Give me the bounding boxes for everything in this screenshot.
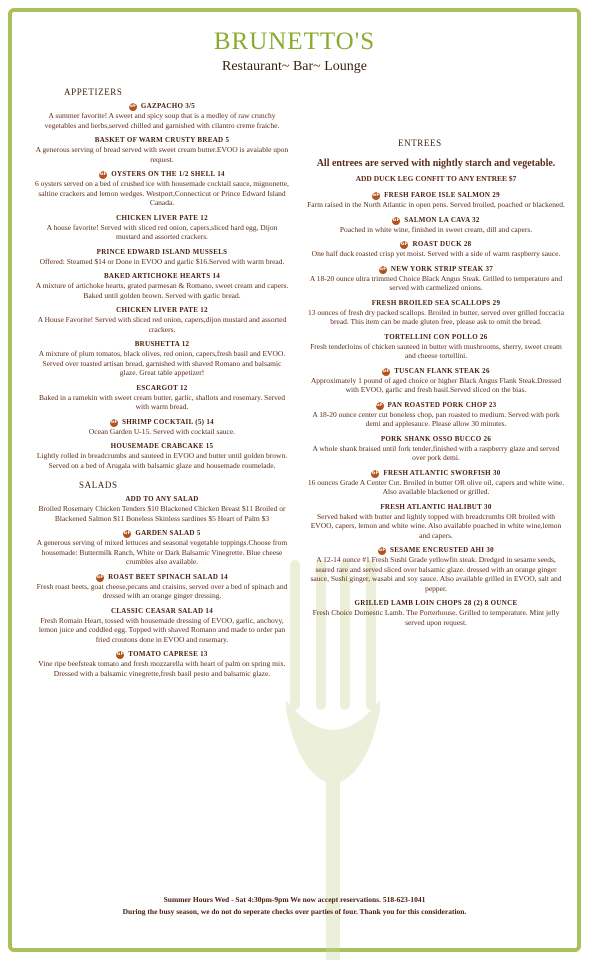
salad-addon-title: ADD TO ANY SALAD [125,495,199,503]
menu-item-name: BRUSHETTA 12 [134,340,190,348]
menu-item-name: PAN ROASTED PORK CHOP 23 [387,400,497,409]
menu-item [34,649,290,678]
menu-item-title [34,169,290,179]
gluten-free-icon: GF [123,531,132,536]
menu-item-title [306,215,566,225]
menu-item-name: HOUSEMADE CRABCAKE 15 [110,442,214,450]
menu-item-title [34,339,290,349]
menu-item-name: PORK SHANK OSSO BUCCO 26 [380,434,492,443]
right-column [306,138,566,632]
menu-item [306,332,566,361]
gluten-free-icon: GF [382,368,390,374]
menu-item-title [34,135,290,145]
menu-item-name: SESAME ENCRUSTED AHI 30 [390,546,494,554]
menu-item-description: A whole shank braised until fork tender,finished with a raspberry glaze and served over pork demi. [312,443,560,462]
menu-item-title [306,298,566,308]
menu-item-description: A 12-14 ounce #1 Fresh Sushi Grade yellowfin steak. Dredged in sesame seeds, seared rare and served sliced over balsamic glaze. dressed with an orange ginger sauce, Sushi ginger, wasabi and soy sauce. Also available grilled in EVOO, salt and pepper. [310,555,562,593]
menu-item [306,598,566,627]
menu-item [34,101,290,130]
menu-item [306,434,566,463]
menu-item-description: A house favorite! Served with sliced red onion, capers,sliced hard egg, Dijon mustard and assorted crackers. [46,222,278,241]
entree-list [306,190,566,627]
gluten-free-icon: GF [116,652,124,657]
menu-item-title [34,247,290,257]
menu-item-name: CHICKEN LIVER PATE 12 [116,213,208,222]
menu-item-title [34,383,290,393]
menu-item [34,606,290,645]
entrees-heading: ENTREES [398,138,442,148]
menu-item-title [34,441,290,451]
salad-list [34,528,290,678]
menu-item-description: Vine ripe beefsteak tomato and fresh mozzarella with heart of palm on spring mix. Dressed with a balsamic vinegrette,fresh basil pesto and balsamic glaze. [38,659,286,678]
menu-item-title [306,502,566,512]
menu-item-title [306,366,566,376]
gluten-free-icon: GF [372,193,380,198]
menu-item-name: TUSCAN FLANK STEAK 26 [394,366,490,375]
menu-footer [0,894,589,918]
menu-item [34,572,290,601]
menu-item-description: 13 ounces of fresh dry packed scallops. Broiled in butter, served over grilled foccacia bread. This item can be made gluten free, please ask to omit the bread. [307,307,565,326]
menu-item [306,264,566,293]
menu-item [306,400,566,429]
menu-item-name: ROAST DUCK 28 [412,240,472,248]
menu-item [306,239,566,259]
menu-item [34,441,290,470]
menu-item-name: TORTELLINI CON POLLO 26 [384,332,488,341]
entrees-addon: ADD DUCK LEG CONFIT TO ANY ENTREE $7 [355,174,517,183]
menu-item [34,528,290,567]
footer-hours: Summer Hours Wed - Sat 4:30pm-9pm We now accept reservations. 518-623-1041 [163,895,426,904]
gluten-free-icon: GF [129,104,137,109]
gluten-free-icon: GF [375,402,384,408]
menu-item-name: NEW YORK STRIP STEAK 37 [390,264,494,273]
menu-item-name: ROAST BEET SPINACH SALAD 14 [108,572,228,581]
menu-item-description: A generous serving of bread served with sweet cream butter.EVOO is avaiable upon request. [35,145,289,164]
gluten-free-icon: GF [110,419,118,425]
menu-item-title [34,271,290,281]
salad-addon [34,494,290,523]
menu-item-name: GAZPACHO 3/5 [140,102,196,110]
menu-item-description: Approximately 1 pound of aged choice or higher Black Angus Flank Steak.Dressed with EVOO, garlic and fresh basil.Served sliced on the bias. [310,375,562,394]
menu-item-title [306,332,566,342]
menu-item-name: ESCARGOT 12 [136,383,188,392]
menu-item-title [306,400,566,410]
menu-item [306,190,566,210]
menu-item-description: Lightly rolled in breadcrumbs and sauteed in EVOO and butter until golden brown. Served on a bed of Arugala with balsamic glaze and housemade roumelade. [36,451,288,470]
menu-item-title [34,305,290,315]
menu-item-description: A summer favorite! A sweet and spicy soup that is a medley of raw crunchy vegetables and herbs,served chilled and garnished with cilantro creme fraiche. [44,111,280,130]
menu-item-name: CHICKEN LIVER PATE 12 [116,306,208,314]
menu-item-title [34,649,290,659]
menu-item-title [306,598,566,608]
gluten-free-icon: GF [379,266,387,272]
menu-item [34,383,290,412]
menu-item-description: Baked in a ramekin with sweet cream butter, garlic, shallots and rosemary. Served with warm bread. [38,392,285,411]
menu-item [34,213,290,242]
menu-item-name: FRESH ATLANTIC HALIBUT 30 [380,502,492,511]
gluten-free-icon: GF [371,470,380,476]
entrees-note: All entrees are served with nightly starch and vegetable. [316,158,556,169]
menu-item-name: FRESH ATLANTIC SWORFISH 30 [383,468,501,477]
menu-item-description: A 18-20 ounce ultra trimmed Choice Black Angus Steak. Grilled to temperature and served with carmelized onions. [309,273,563,292]
footer-policy: During the busy season, we do not do seperate checks over parties of four. Thank you for this consideration. [122,907,467,916]
menu-item-description: 16 ounces Grade A Center Cut. Broiled in butter OR olive oil, capers and white wine. Also available blackened or grilled. [307,477,565,496]
menu-item-description: Poached in white wine, finished in sweet cream, dill and capers. [339,224,533,234]
menu-item-name: BAKED ARTICHOKE HEARTS 14 [103,272,221,280]
menu-item [34,417,290,437]
menu-item [306,215,566,235]
menu-item [306,366,566,395]
menu-item-name: FRESH FAROE ISLE SALMON 29 [384,191,500,199]
menu-item-name: SALMON LA CAVA 32 [404,215,480,224]
menu-item [34,169,290,208]
gluten-free-icon: GF [400,242,409,247]
menu-item [306,502,566,541]
menu-item-title [34,213,290,223]
gluten-free-icon: GF [392,217,400,223]
menu-item-name: SHRIMP COCKTAIL (5) 14 [122,417,214,426]
menu-item [34,271,290,300]
menu-item-description: Offered: Steamed $14 or Done in EVOO and garlic $16.Served with warm bread. [39,256,285,266]
menu-item-description: Served baked with butter and lightly topped with breadcrumbs OR broiled with EVOO, capers, lemon and white wine. Also available poached in white wine,lemon and capers. [310,511,562,540]
restaurant-tagline: Restaurant~ Bar~ Lounge [222,59,367,74]
menu-item-name: GARDEN SALAD 5 [135,529,201,537]
menu-item-title [34,417,290,427]
menu-item-name: TOMATO CAPRESE 13 [128,650,208,658]
menu-item-title [306,264,566,274]
menu-item [34,305,290,334]
menu-item [306,468,566,497]
gluten-free-icon: GF [96,574,104,580]
menu-item-title [306,434,566,444]
menu-item-title [34,572,290,582]
menu-item-description: 6 oysters served on a bed of crushed ice with housemade cocktail sauce, mignonette, saltine crackers and lemon wedges. Westport,Connecticut or Prince Edward Island Canada. [35,179,289,207]
menu-item-description: Ocean Garden U-15. Served with cocktail sauce. [88,426,236,436]
menu-item-title [34,606,290,616]
left-column [34,87,290,683]
menu-item-description: Farm raised in the North Atlantic in open pens. Served broiled, poached or blackened. [307,200,565,209]
menu-item-title [34,101,290,111]
menu-header [0,28,589,76]
menu-item-description: One half duck roasted crisp yet moist. Served with a side of warm raspberry sauce. [311,249,561,258]
menu-item [306,545,566,593]
appetizers-heading: APPETIZERS [64,87,123,97]
gluten-free-icon: GF [378,548,386,553]
menu-item [306,298,566,327]
menu-item-name: GRILLED LAMB LOIN CHOPS 28 (2) 8 OUNCE [354,599,518,607]
menu-item-description: Fresh roast beets, goat cheese,pecans and craisins, served over a bed of spinach and dressed with an orange ginger dressing. [36,581,288,600]
menu-item-description: A generous serving of mixed lettuces and seasonal vegetable toppings.Choose from housemade: Buttermilk Ranch, White or Dark Balsamic Vinegrette. Blue cheese crumbles also available. [36,538,288,566]
menu-item-name: BASKET OF WARM CRUSTY BREAD 5 [94,136,230,144]
gluten-free-icon: GF [99,172,107,177]
menu-item-name: PRINCE EDWARD ISLAND MUSSELS [96,247,228,256]
menu-item-name: OYSTERS ON THE 1/2 SHELL 14 [111,170,225,178]
menu-item [34,339,290,378]
salad-addon-desc: Broiled Rosemary Chicken Tenders $10 Blackened Chicken Breast $11 Broiled or Blackened Salmon $11 Boneless Skinless sardines $5 Heart of Palm $3 [38,504,286,523]
menu-item-name: CLASSIC CEASAR SALAD 14 [110,606,213,615]
menu-item-description: A 18-20 ounce center cut boneless chop, pan roasted to medium. Served with pork demi and applesauce. Please allow 30 minutes. [312,409,560,428]
menu-item-description: A mixture of plum tomatos, black olives, red onion, capers,fresh basil and EVOO. Served over toasted artisan bread, garnished with shaved Romano and balsamic glaze. Great table appetizer! [38,349,286,377]
menu-item-description: Fresh tenderloins of chicken sauteed in butter with mushrooms, sherry, sweet cream and cheese tortellini. [310,341,562,360]
appetizer-list [34,101,290,470]
menu-item-title [34,528,290,538]
menu-item-title [306,190,566,200]
restaurant-name: BRUNETTO'S [213,28,376,55]
menu-item-title [306,239,566,249]
menu-item [34,135,290,164]
menu-item-title [306,468,566,478]
menu-item-description: Fresh Romain Heart, tossed with housemade dressing of EVOO, garlic, anchovy, lemon juice and coddled egg. Topped with shaved Romano and made to order pan fried croutons done in EVOO and rosemary. [38,615,286,644]
salads-heading: SALADS [79,480,118,490]
menu-item-name: FRESH BROILED SEA SCALLOPS 29 [371,298,501,307]
menu-item-description: A House Favorite! Served with sliced red onion, capers,dijon mustard and assorted crackers. [37,315,287,334]
menu-item-description: Fresh Choice Domestic Lamb. The Porterhouse. Grilled to temperature. Mint jelly served upon request. [312,608,560,627]
menu-item-description: A mixture of artichoke hearts, grated parmesan & Romano, sweet cream and capers. Baked until golden brown. Served with garlic bread. [35,281,289,300]
menu-item-title [306,545,566,555]
menu-item [34,247,290,267]
